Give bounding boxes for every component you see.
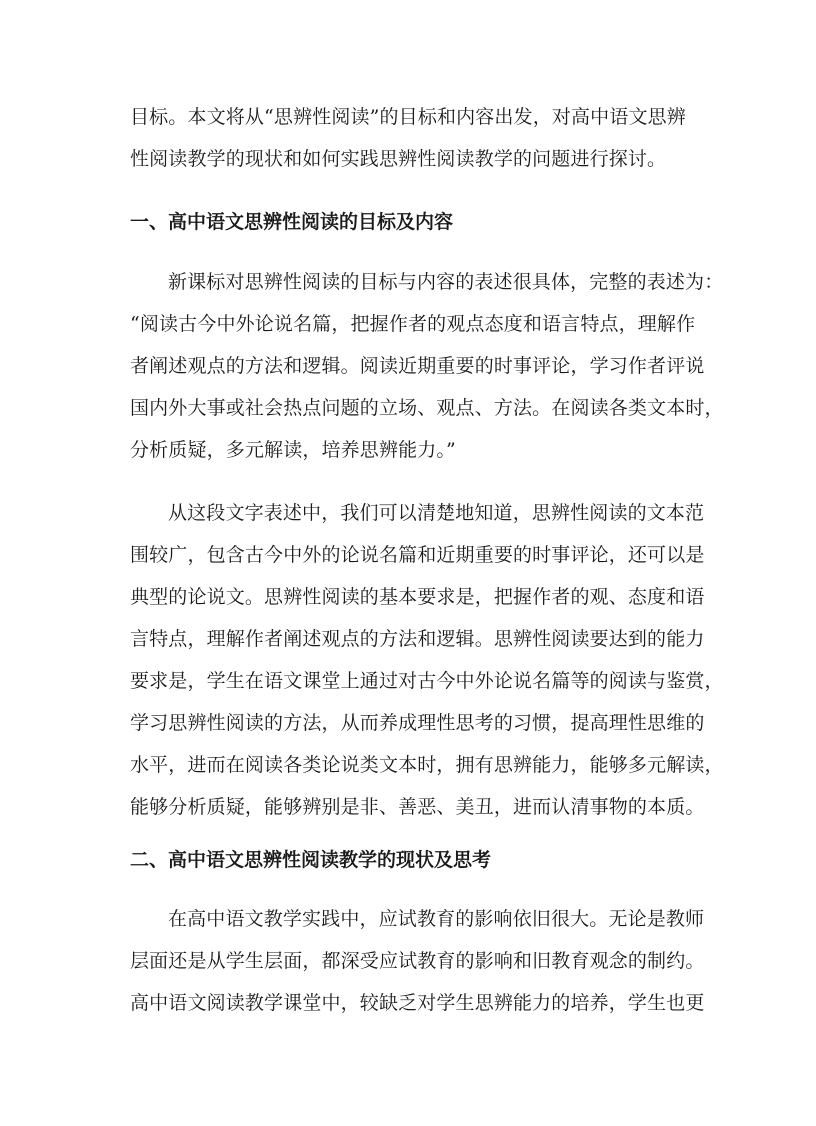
para2-line-1: 从这段文字表述中，我们可以清楚地知道，思辨性阅读的文本范 — [168, 502, 705, 524]
intro-line-1: 目标。本文将从“思辨性阅读”的目标和内容出发，对高中语文思辨 — [130, 106, 686, 128]
para2-line-2: 围较广，包含古今中外的论说名篇和近期重要的时事评论，还可以是 — [130, 544, 705, 566]
para3-line-2: 层面还是从学生层面，都深受应试教育的影响和旧教育观念的制约。 — [130, 950, 705, 972]
para3-line-3: 高中语文阅读教学课堂中，较缺乏对学生思辨能力的培养，学生也更 — [130, 992, 705, 1014]
para2-line-4: 言特点，理解作者阐述观点的方法和逻辑。思辨性阅读要达到的能力 — [130, 628, 705, 650]
para2-line-8: 能够分析质疑，能够辨别是非、善恶、美丑，进而认清事物的本质。 — [130, 796, 705, 818]
section-1-heading: 一、高中语文思辨性阅读的目标及内容 — [130, 211, 454, 233]
para1-line-3: 者阐述观点的方法和逻辑。阅读近期重要的时事评论，学习作者评说 — [130, 355, 705, 377]
intro-line-2: 性阅读教学的现状和如何实践思辨性阅读教学的问题进行探讨。 — [130, 148, 667, 170]
para3-line-1: 在高中语文教学实践中，应试教育的影响依旧很大。无论是教师 — [168, 908, 705, 930]
section-2-heading: 二、高中语文思辨性阅读教学的现状及思考 — [130, 849, 492, 871]
para1-line-1: 新课标对思辨性阅读的目标与内容的表述很具体，完整的表述为： — [168, 271, 724, 293]
para2-line-3: 典型的论说文。思辨性阅读的基本要求是，把握作者的观、态度和语 — [130, 586, 705, 608]
para1-line-4: 国内外大事或社会热点问题的立场、观点、方法。在阅读各类文本时， — [130, 397, 724, 419]
para2-line-5: 要求是，学生在语文课堂上通过对古今中外论说名篇等的阅读与鉴赏， — [130, 670, 724, 692]
para1-line-5: 分析质疑，多元解读，培养思辨能力。” — [130, 439, 456, 461]
para1-line-2: “阅读古今中外论说名篇，把握作者的观点态度和语言特点，理解作 — [130, 313, 696, 335]
para2-line-6: 学习思辨性阅读的方法，从而养成理性思考的习惯，提高理性思维的 — [130, 712, 705, 734]
para2-line-7: 水平，进而在阅读各类论说类文本时，拥有思辨能力，能够多元解读， — [130, 754, 724, 776]
